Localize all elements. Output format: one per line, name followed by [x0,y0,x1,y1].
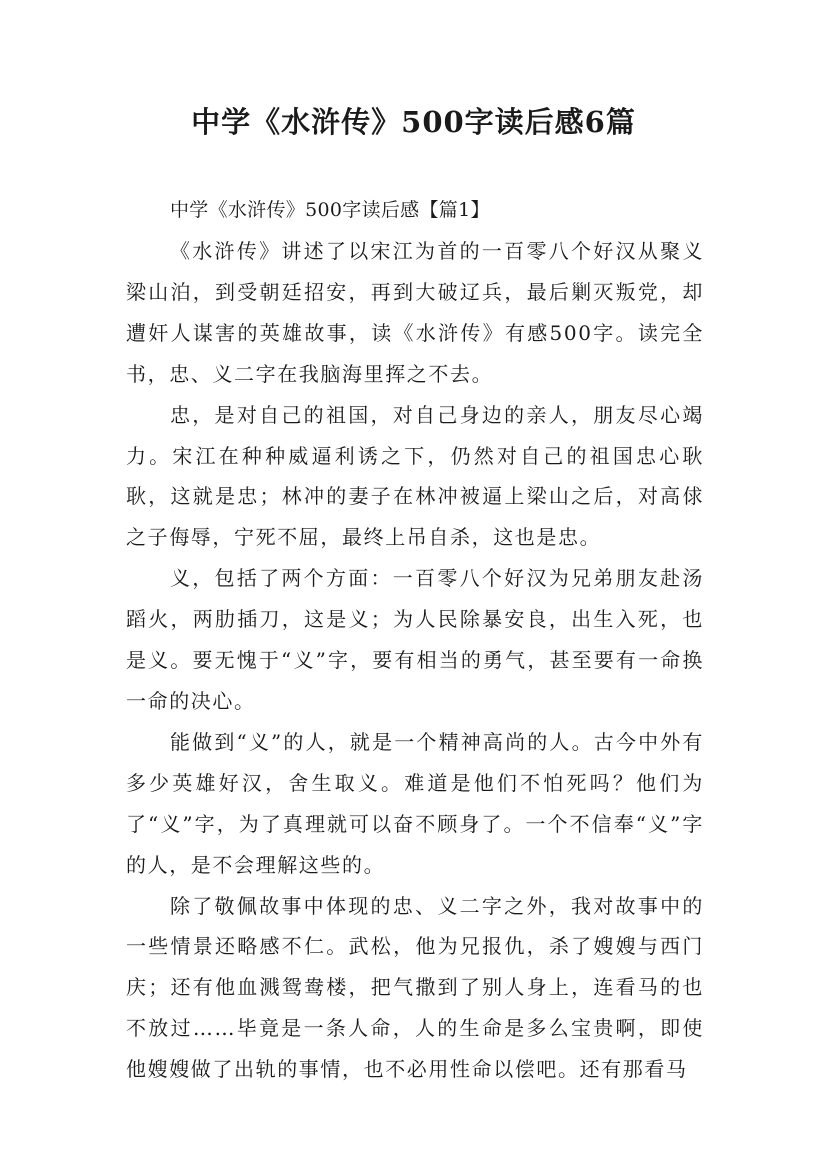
paragraph-5: 除了敬佩故事中体现的忠、义二字之外，我对故事中的一些情景还略感不仁。武松，他为兄报仇，杀了嫂嫂与西门庆；还有他血溅鸳鸯楼，把气撒到了别人身上，连看马的也不放过……毕竟是一条人命，人的生命是多么宝贵啊，即使他嫂嫂做了出轨的事情，也不必用性命以偿吧。还有那看马 [126,893,704,1082]
document-title: 中学《水浒传》500字读后感6篇 [191,105,636,139]
document-body [126,190,704,1090]
paragraph-1: 《水浒传》讲述了以宋江为首的一百零八个好汉从聚义梁山泊，到受朝廷招安，再到大破辽兵，最后剿灭叛党，却遭奸人谋害的英雄故事，读《水浒传》有感500字。读完全书，忠、义二字在我脑海里挥之不去。 [126,239,704,386]
section-heading: 中学《水浒传》500字读后感【篇1】 [170,199,490,221]
paragraph-4: 能做到“义”的人，就是一个精神高尚的人。古今中外有多少英雄好汉，舍生取义。难道是他们不怕死吗？他们为了“义”字，为了真理就可以奋不顾身了。一个不信奉“义”字的人，是不会理解这些的。 [126,729,704,877]
paragraph-3: 义，包括了两个方面：一百零八个好汉为兄弟朋友赴汤蹈火，两肋插刀，这是义；为人民除暴安良，出生入死，也是义。要无愧于“义”字，要有相当的勇气，甚至要有一命换一命的决心。 [126,566,704,713]
paragraph-2: 忠，是对自己的祖国，对自己身边的亲人，朋友尽心竭力。宋江在种种威逼利诱之下，仍然对自己的祖国忠心耿耿，这就是忠；林冲的妻子在林冲被逼上梁山之后，对高俅之子侮辱，宁死不屈，最终上吊自杀，这也是忠。 [126,402,704,550]
